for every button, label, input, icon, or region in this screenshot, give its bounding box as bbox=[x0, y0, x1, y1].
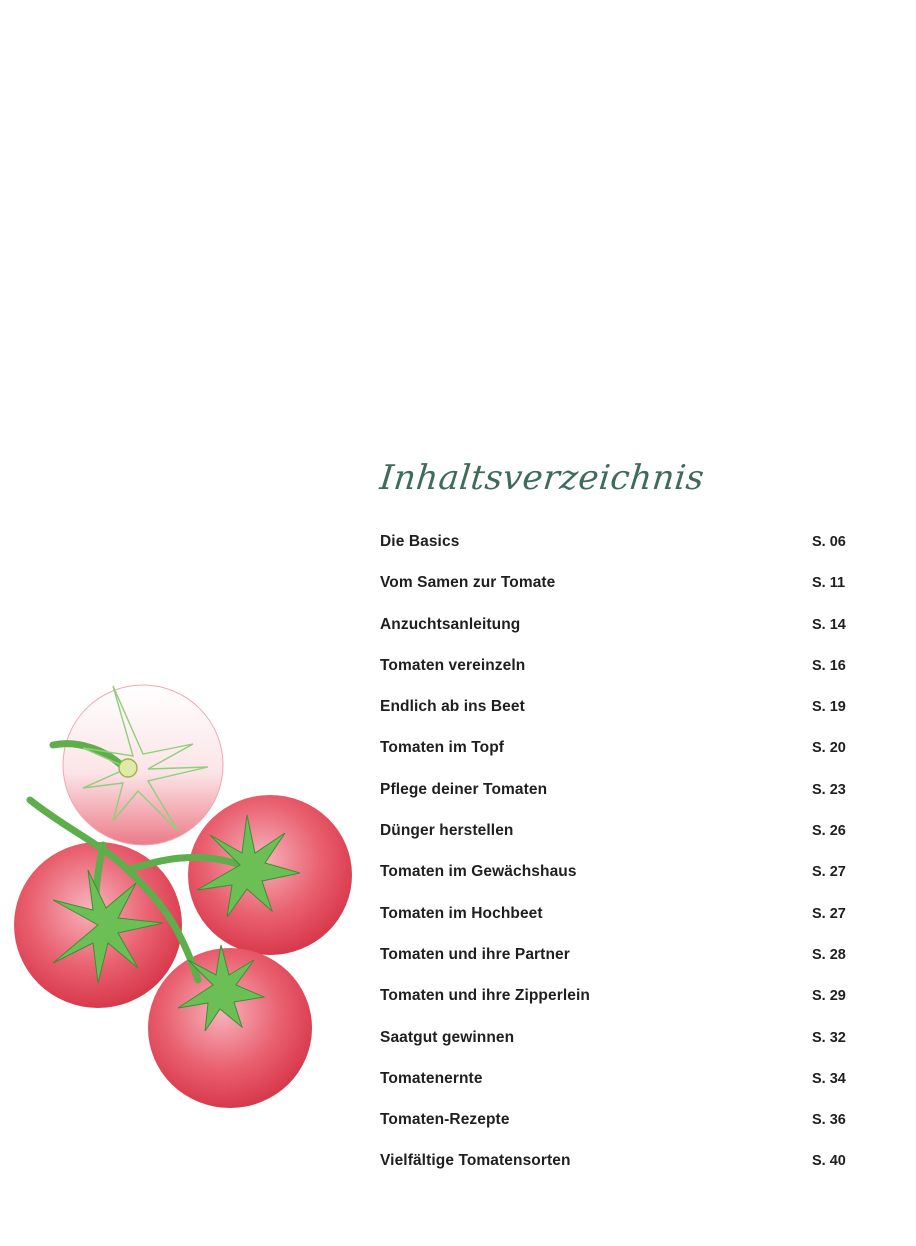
toc-entry-page: S. 16 bbox=[812, 657, 846, 674]
toc-entry-label: Tomatenernte bbox=[380, 1069, 483, 1087]
toc-entry-label: Pflege deiner Tomaten bbox=[380, 780, 548, 798]
toc-entry[interactable] bbox=[380, 739, 850, 780]
toc-entry-label: Tomaten im Gewächshaus bbox=[380, 863, 577, 881]
toc-entry-page: S. 36 bbox=[812, 1112, 846, 1129]
toc-entry-label: Tomaten vereinzeln bbox=[380, 656, 526, 674]
toc-entry[interactable] bbox=[380, 698, 850, 739]
toc-entry-label: Dünger herstellen bbox=[380, 822, 514, 840]
toc-entry-label: Tomaten und ihre Partner bbox=[380, 945, 570, 963]
toc-entry-page: S. 34 bbox=[812, 1070, 846, 1087]
toc-entry-page: S. 29 bbox=[812, 988, 846, 1005]
tomato-vine-illustration-icon bbox=[8, 670, 358, 1120]
toc-entry-label: Saatgut gewinnen bbox=[380, 1028, 515, 1046]
toc-entry-page: S. 11 bbox=[812, 575, 846, 592]
toc-entry-page: S. 06 bbox=[812, 534, 846, 550]
toc-entry-page: S. 27 bbox=[812, 905, 846, 922]
toc-entry-page: S. 14 bbox=[812, 616, 846, 633]
toc-entry[interactable] bbox=[380, 1111, 850, 1152]
toc-entry-label: Tomaten und ihre Zipperlein bbox=[380, 987, 590, 1005]
toc-entry-label: Tomaten-Rezepte bbox=[380, 1111, 510, 1129]
toc-entry-label: Tomaten im Topf bbox=[380, 739, 505, 757]
toc-entry-label: Tomaten im Hochbeet bbox=[380, 904, 543, 922]
toc-entry[interactable] bbox=[380, 946, 850, 987]
toc-entry[interactable] bbox=[380, 863, 850, 904]
toc-entry[interactable] bbox=[380, 781, 850, 822]
toc-entry[interactable] bbox=[380, 1070, 850, 1111]
toc-entry-page: S. 19 bbox=[812, 699, 846, 716]
toc-entry-page: S. 32 bbox=[812, 1029, 846, 1046]
toc-entry-page: S. 40 bbox=[812, 1153, 846, 1170]
tomato-bottom-shape bbox=[148, 948, 312, 1108]
toc-entry[interactable] bbox=[380, 1152, 850, 1193]
toc-entry-label: Endlich ab ins Beet bbox=[380, 698, 525, 716]
toc-entry-label: Die Basics bbox=[380, 533, 460, 550]
toc-entry[interactable] bbox=[380, 987, 850, 1028]
toc-entry[interactable] bbox=[380, 574, 850, 615]
tomato-top-shape bbox=[63, 685, 223, 845]
toc-entry-page: S. 23 bbox=[812, 781, 846, 798]
table-of-contents bbox=[380, 533, 850, 1194]
toc-entry-label: Vom Samen zur Tomate bbox=[380, 574, 556, 592]
toc-entry-page: S. 27 bbox=[812, 864, 846, 881]
toc-entry-label: Anzuchtsanleitung bbox=[380, 615, 521, 633]
toc-entry[interactable] bbox=[380, 905, 850, 946]
toc-entry[interactable] bbox=[380, 533, 850, 574]
toc-entry[interactable] bbox=[380, 1029, 850, 1070]
toc-entry-page: S. 20 bbox=[812, 740, 846, 757]
toc-entry-page: S. 26 bbox=[812, 823, 846, 840]
toc-entry[interactable] bbox=[380, 822, 850, 863]
toc-entry-page: S. 28 bbox=[812, 946, 846, 963]
toc-entry[interactable] bbox=[380, 616, 850, 657]
toc-entry[interactable] bbox=[380, 657, 850, 698]
page-title: Inhaltsverzeichnis bbox=[377, 458, 707, 498]
toc-entry-label: Vielfältige Tomatensorten bbox=[380, 1152, 571, 1170]
